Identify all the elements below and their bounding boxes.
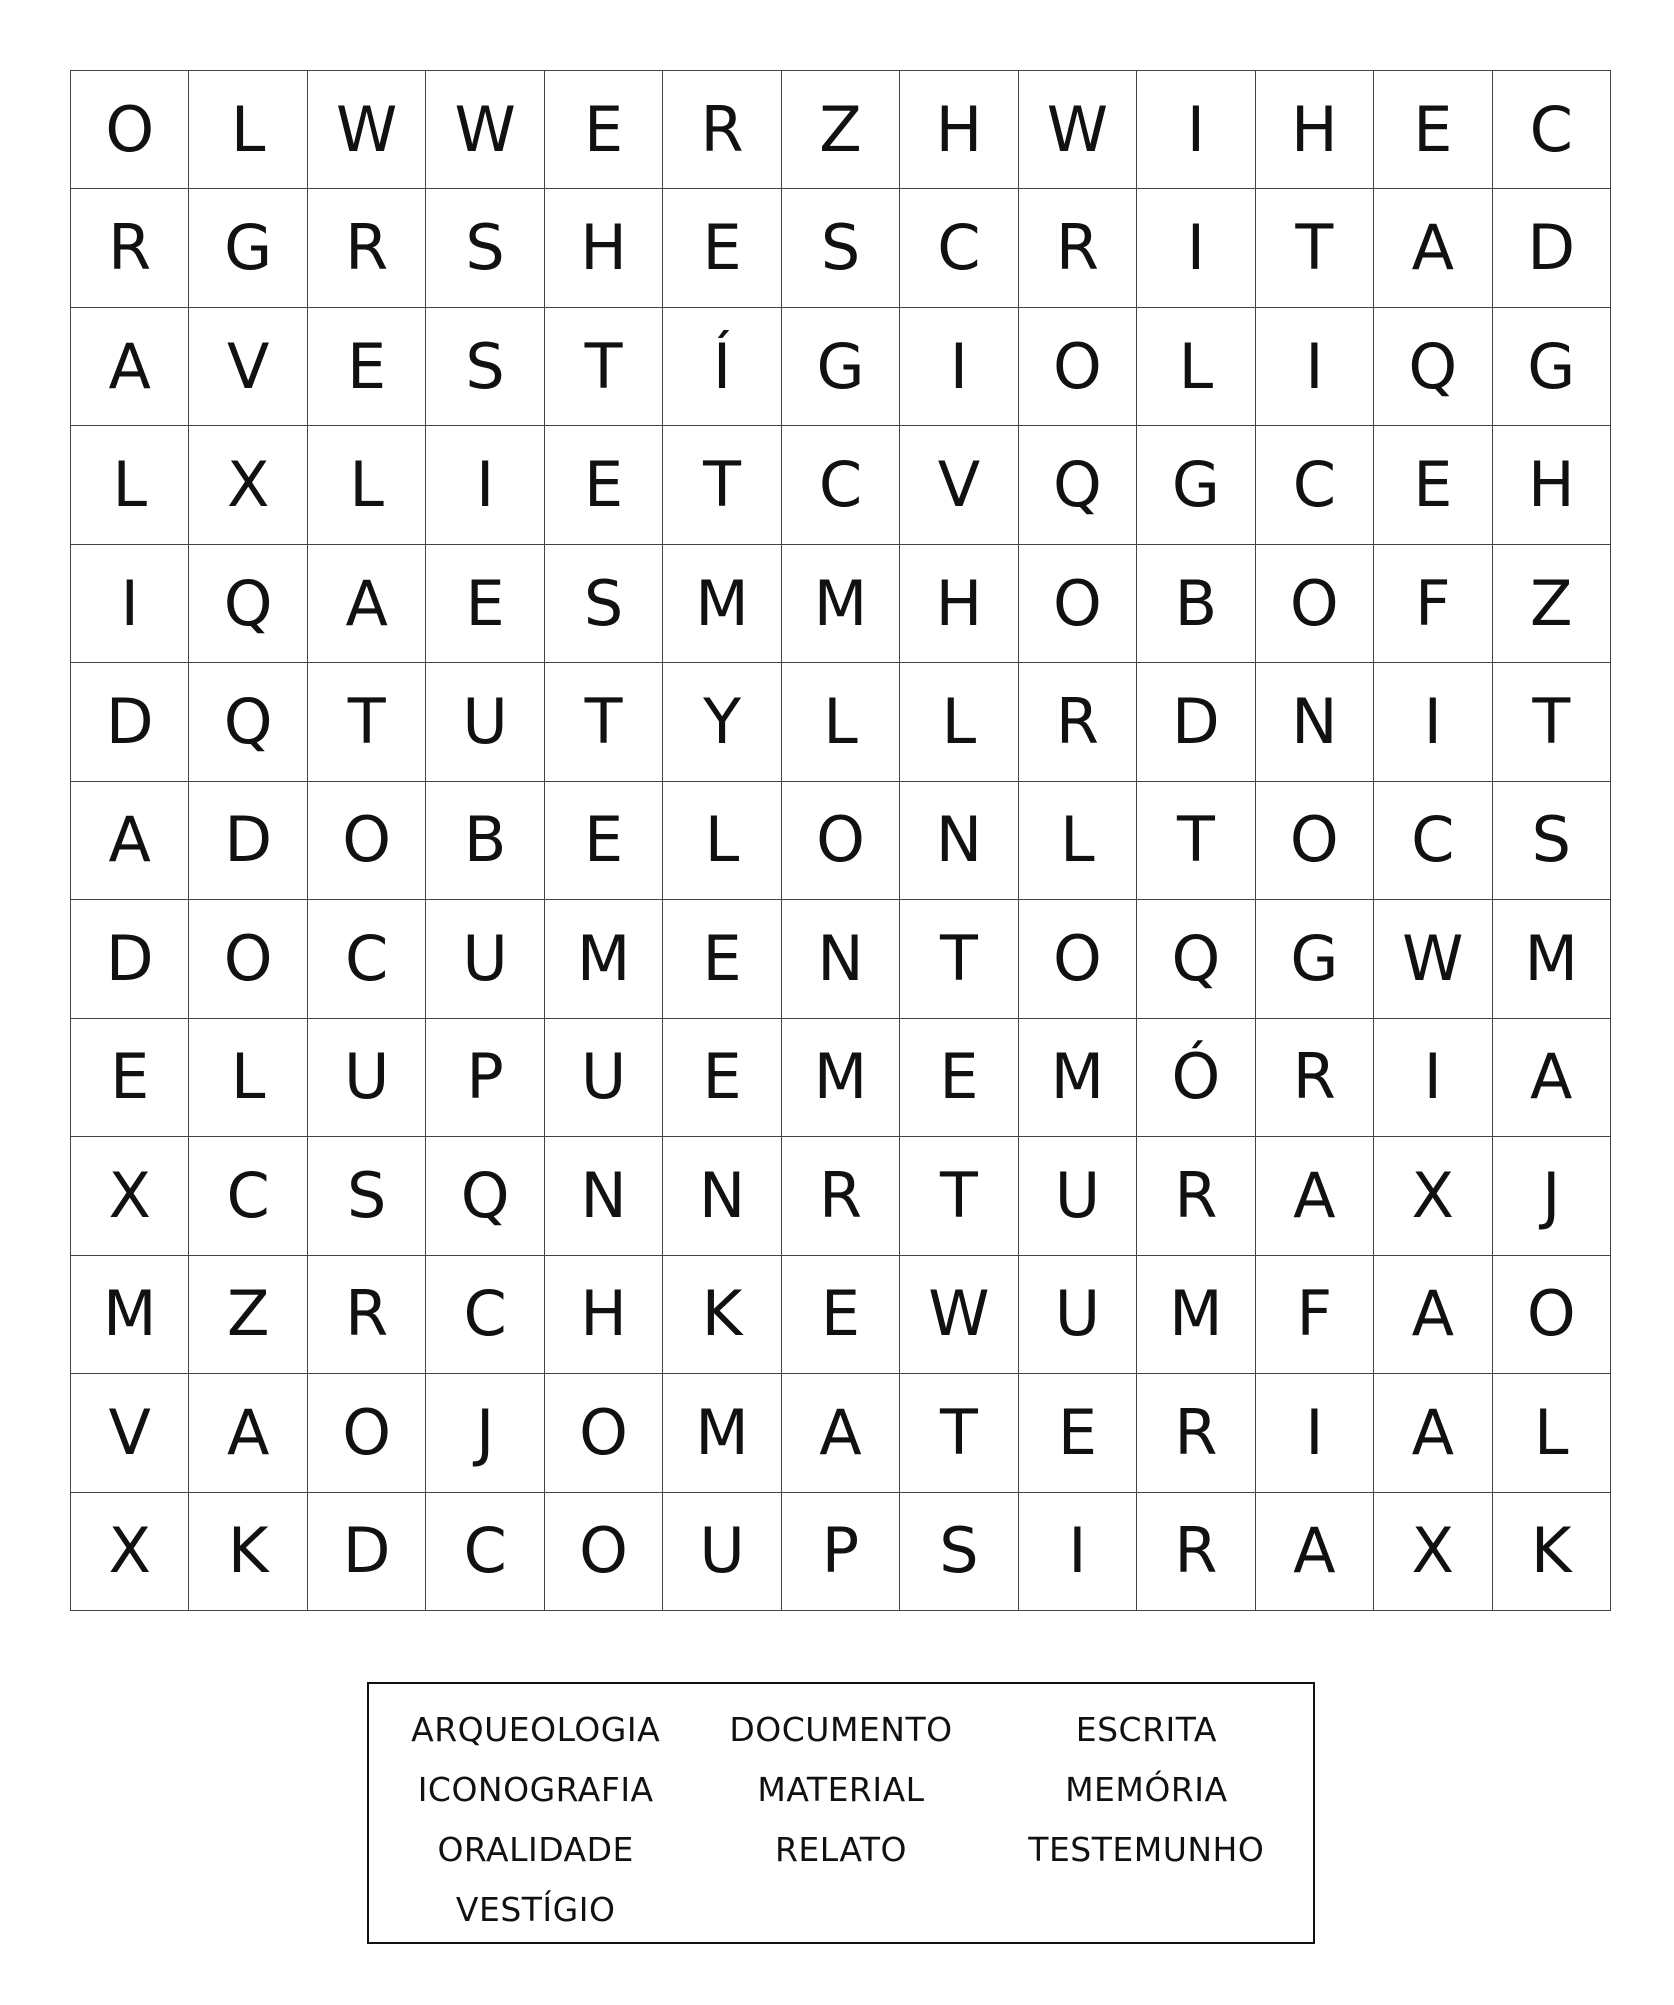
grid-cell[interactable]: M xyxy=(545,900,663,1018)
grid-cell[interactable]: K xyxy=(189,1493,307,1611)
grid-cell[interactable]: X xyxy=(189,426,307,544)
grid-cell[interactable]: X xyxy=(71,1493,189,1611)
grid-cell[interactable]: U xyxy=(1019,1137,1137,1255)
grid-cell[interactable]: C xyxy=(1493,71,1611,189)
grid-cell[interactable]: U xyxy=(308,1019,426,1137)
grid-cell[interactable]: T xyxy=(308,663,426,781)
grid-cell[interactable]: A xyxy=(1374,1374,1492,1492)
grid-cell[interactable]: L xyxy=(189,71,307,189)
word-bank-item: DOCUMENTO xyxy=(729,1710,953,1749)
grid-cell[interactable]: L xyxy=(1137,308,1255,426)
grid-cell[interactable]: E xyxy=(545,782,663,900)
grid-cell[interactable]: O xyxy=(1019,308,1137,426)
grid-cell[interactable]: I xyxy=(1019,1493,1137,1611)
grid-cell[interactable]: E xyxy=(900,1019,1018,1137)
grid-cell[interactable]: C xyxy=(426,1256,544,1374)
grid-cell[interactable]: H xyxy=(900,71,1018,189)
grid-cell[interactable]: V xyxy=(71,1374,189,1492)
grid-cell[interactable]: D xyxy=(189,782,307,900)
word-bank-item: RELATO xyxy=(774,1830,908,1869)
grid-cell[interactable]: L xyxy=(782,663,900,781)
grid-cell[interactable]: G xyxy=(1493,308,1611,426)
grid-cell[interactable]: W xyxy=(308,71,426,189)
grid-cell[interactable]: E xyxy=(545,426,663,544)
grid-cell[interactable]: V xyxy=(189,308,307,426)
grid-cell[interactable]: O xyxy=(1256,545,1374,663)
grid-cell[interactable]: W xyxy=(900,1256,1018,1374)
grid-cell[interactable]: H xyxy=(1256,71,1374,189)
grid-cell[interactable]: S xyxy=(900,1493,1018,1611)
grid-cell[interactable]: S xyxy=(782,189,900,307)
word-bank-item: ICONOGRAFIA xyxy=(417,1770,654,1809)
grid-cell[interactable]: M xyxy=(782,1019,900,1137)
grid-cell[interactable]: Q xyxy=(1137,900,1255,1018)
grid-cell[interactable]: W xyxy=(1374,900,1492,1018)
grid-cell[interactable]: T xyxy=(1256,189,1374,307)
grid-cell[interactable]: I xyxy=(426,426,544,544)
grid-cell[interactable]: C xyxy=(1256,426,1374,544)
grid-cell[interactable]: O xyxy=(545,1374,663,1492)
grid-cell[interactable]: X xyxy=(1374,1137,1492,1255)
grid-cell[interactable]: T xyxy=(1493,663,1611,781)
grid-cell[interactable]: A xyxy=(1256,1137,1374,1255)
grid-cell[interactable]: E xyxy=(308,308,426,426)
grid-cell[interactable]: C xyxy=(1374,782,1492,900)
grid-cell[interactable]: D xyxy=(71,900,189,1018)
grid-cell[interactable]: C xyxy=(189,1137,307,1255)
grid-cell[interactable]: A xyxy=(1374,189,1492,307)
grid-cell[interactable]: E xyxy=(782,1256,900,1374)
word-bank xyxy=(367,1682,1315,1944)
grid-cell[interactable]: E xyxy=(426,545,544,663)
grid-cell[interactable]: R xyxy=(1019,189,1137,307)
grid-cell[interactable]: L xyxy=(663,782,781,900)
grid-cell[interactable]: K xyxy=(1493,1493,1611,1611)
grid-cell[interactable]: T xyxy=(900,1137,1018,1255)
grid-cell[interactable]: W xyxy=(1019,71,1137,189)
grid-cell[interactable]: M xyxy=(663,1374,781,1492)
grid-cell[interactable]: O xyxy=(308,782,426,900)
word-bank-item: MATERIAL xyxy=(757,1770,925,1809)
grid-cell[interactable]: O xyxy=(1493,1256,1611,1374)
grid-cell[interactable]: Q xyxy=(189,545,307,663)
grid-cell[interactable]: T xyxy=(900,900,1018,1018)
grid-cell[interactable]: U xyxy=(663,1493,781,1611)
grid-cell[interactable]: O xyxy=(1019,900,1137,1018)
grid-cell[interactable]: X xyxy=(71,1137,189,1255)
grid-cell[interactable]: E xyxy=(663,900,781,1018)
grid-cell[interactable]: Ó xyxy=(1137,1019,1255,1137)
grid-cell[interactable]: C xyxy=(782,426,900,544)
grid-cell[interactable]: E xyxy=(663,1019,781,1137)
grid-cell[interactable]: S xyxy=(1493,782,1611,900)
grid-cell[interactable]: T xyxy=(1137,782,1255,900)
grid-cell[interactable]: N xyxy=(782,900,900,1018)
word-bank-item: ORALIDADE xyxy=(437,1830,634,1869)
grid-cell[interactable]: C xyxy=(900,189,1018,307)
grid-cell[interactable]: I xyxy=(1374,663,1492,781)
grid-cell[interactable]: E xyxy=(71,1019,189,1137)
grid-cell[interactable]: I xyxy=(1137,71,1255,189)
grid-cell[interactable]: Z xyxy=(782,71,900,189)
grid-cell[interactable]: N xyxy=(545,1137,663,1255)
grid-cell[interactable]: A xyxy=(1374,1256,1492,1374)
grid-cell[interactable]: T xyxy=(545,663,663,781)
grid-cell[interactable]: C xyxy=(426,1493,544,1611)
grid-cell[interactable]: T xyxy=(545,308,663,426)
grid-cell[interactable]: S xyxy=(426,308,544,426)
grid-cell[interactable]: R xyxy=(1256,1019,1374,1137)
grid-cell[interactable]: H xyxy=(545,1256,663,1374)
grid-cell[interactable]: I xyxy=(1256,1374,1374,1492)
grid-cell[interactable]: J xyxy=(426,1374,544,1492)
grid-cell[interactable]: S xyxy=(308,1137,426,1255)
grid-cell[interactable]: R xyxy=(1137,1374,1255,1492)
grid-cell[interactable]: H xyxy=(900,545,1018,663)
grid-cell[interactable]: I xyxy=(900,308,1018,426)
grid-cell[interactable]: Y xyxy=(663,663,781,781)
grid-cell[interactable]: F xyxy=(1256,1256,1374,1374)
grid-cell[interactable]: R xyxy=(308,1256,426,1374)
grid-cell[interactable]: O xyxy=(71,71,189,189)
grid-cell[interactable]: R xyxy=(1019,663,1137,781)
grid-cell[interactable]: Z xyxy=(189,1256,307,1374)
grid-cell[interactable]: I xyxy=(1256,308,1374,426)
grid-cell[interactable]: R xyxy=(1137,1137,1255,1255)
grid-cell[interactable]: E xyxy=(1374,71,1492,189)
grid-cell[interactable]: D xyxy=(1137,663,1255,781)
grid-cell[interactable]: A xyxy=(308,545,426,663)
grid-cell[interactable]: Q xyxy=(1019,426,1137,544)
grid-cell[interactable]: A xyxy=(1256,1493,1374,1611)
grid-cell[interactable]: U xyxy=(426,663,544,781)
grid-cell[interactable]: R xyxy=(308,189,426,307)
grid-cell[interactable]: O xyxy=(782,782,900,900)
grid-cell[interactable]: O xyxy=(308,1374,426,1492)
word-bank-item: TESTEMUNHO xyxy=(1028,1830,1265,1869)
grid-cell[interactable]: M xyxy=(1137,1256,1255,1374)
grid-cell[interactable]: A xyxy=(782,1374,900,1492)
grid-cell[interactable]: N xyxy=(900,782,1018,900)
grid-cell[interactable]: O xyxy=(1256,782,1374,900)
word-bank-item: VESTÍGIO xyxy=(455,1890,616,1929)
grid-cell[interactable]: D xyxy=(1493,189,1611,307)
grid-cell[interactable]: A xyxy=(71,308,189,426)
word-bank-item: ESCRITA xyxy=(1075,1710,1217,1749)
grid-cell[interactable]: H xyxy=(1493,426,1611,544)
grid-cell[interactable]: X xyxy=(1374,1493,1492,1611)
grid-cell[interactable]: M xyxy=(782,545,900,663)
grid-cell[interactable]: Í xyxy=(663,308,781,426)
grid-cell[interactable]: D xyxy=(308,1493,426,1611)
grid-cell[interactable]: U xyxy=(426,900,544,1018)
grid-cell[interactable]: P xyxy=(426,1019,544,1137)
grid-cell[interactable]: M xyxy=(663,545,781,663)
grid-cell[interactable]: T xyxy=(663,426,781,544)
grid-cell[interactable]: A xyxy=(71,782,189,900)
grid-cell[interactable]: S xyxy=(426,189,544,307)
grid-cell[interactable]: S xyxy=(545,545,663,663)
grid-cell[interactable]: G xyxy=(1256,900,1374,1018)
grid-cell[interactable]: M xyxy=(71,1256,189,1374)
grid-cell[interactable]: K xyxy=(663,1256,781,1374)
grid-cell[interactable]: U xyxy=(545,1019,663,1137)
grid-cell[interactable]: V xyxy=(900,426,1018,544)
grid-cell[interactable]: H xyxy=(545,189,663,307)
grid-cell[interactable]: B xyxy=(1137,545,1255,663)
grid-cell[interactable]: P xyxy=(782,1493,900,1611)
grid-cell[interactable]: B xyxy=(426,782,544,900)
grid-cell[interactable]: M xyxy=(1493,900,1611,1018)
grid-cell[interactable]: E xyxy=(545,71,663,189)
grid-cell[interactable]: Q xyxy=(426,1137,544,1255)
grid-cell[interactable]: L xyxy=(189,1019,307,1137)
grid-cell[interactable]: I xyxy=(1374,1019,1492,1137)
grid-cell[interactable]: J xyxy=(1493,1137,1611,1255)
grid-cell[interactable]: F xyxy=(1374,545,1492,663)
grid-cell[interactable]: Q xyxy=(1374,308,1492,426)
grid-cell[interactable]: Q xyxy=(189,663,307,781)
grid-cell[interactable]: D xyxy=(71,663,189,781)
grid-cell[interactable]: T xyxy=(900,1374,1018,1492)
word-search-grid xyxy=(70,70,1611,1611)
grid-cell[interactable]: Z xyxy=(1493,545,1611,663)
grid-cell[interactable]: R xyxy=(1137,1493,1255,1611)
grid-cell[interactable]: E xyxy=(1374,426,1492,544)
grid-cell[interactable]: E xyxy=(663,189,781,307)
grid-cell[interactable]: A xyxy=(189,1374,307,1492)
grid-cell[interactable]: W xyxy=(426,71,544,189)
grid-cell[interactable]: I xyxy=(1137,189,1255,307)
grid-cell[interactable]: G xyxy=(1137,426,1255,544)
grid-cell[interactable]: R xyxy=(71,189,189,307)
grid-cell[interactable]: L xyxy=(71,426,189,544)
grid-cell[interactable]: G xyxy=(782,308,900,426)
grid-cell[interactable]: O xyxy=(545,1493,663,1611)
grid-cell[interactable]: U xyxy=(1019,1256,1137,1374)
grid-cell[interactable]: E xyxy=(1019,1374,1137,1492)
grid-cell[interactable]: C xyxy=(308,900,426,1018)
grid-cell[interactable]: I xyxy=(71,545,189,663)
word-bank-item: ARQUEOLOGIA xyxy=(411,1710,661,1749)
grid-cell[interactable]: N xyxy=(663,1137,781,1255)
grid-cell[interactable]: O xyxy=(189,900,307,1018)
grid-cell[interactable]: A xyxy=(1493,1019,1611,1137)
grid-cell[interactable]: O xyxy=(1019,545,1137,663)
grid-cell[interactable]: L xyxy=(1019,782,1137,900)
grid-cell[interactable]: L xyxy=(308,426,426,544)
grid-cell[interactable]: R xyxy=(663,71,781,189)
grid-cell[interactable]: L xyxy=(900,663,1018,781)
grid-cell[interactable]: G xyxy=(189,189,307,307)
grid-cell[interactable]: L xyxy=(1493,1374,1611,1492)
grid-cell[interactable]: N xyxy=(1256,663,1374,781)
word-bank-item: MEMÓRIA xyxy=(1065,1770,1228,1809)
grid-cell[interactable]: R xyxy=(782,1137,900,1255)
grid-cell[interactable]: M xyxy=(1019,1019,1137,1137)
